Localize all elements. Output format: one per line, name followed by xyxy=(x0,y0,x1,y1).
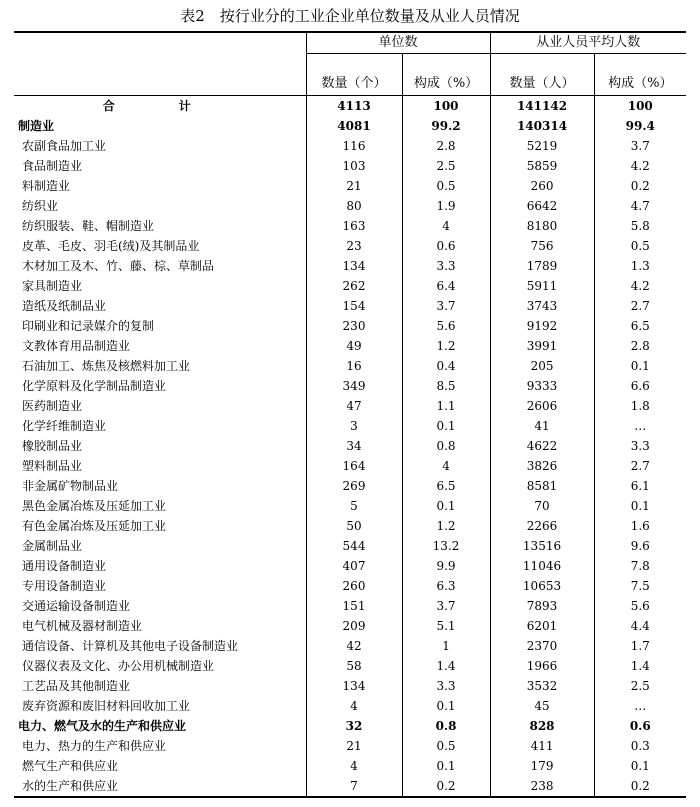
unit-share-cell: 3.3 xyxy=(402,676,490,696)
employee-share-cell: 1.8 xyxy=(594,396,686,416)
industry-name xyxy=(14,636,306,656)
table-row xyxy=(14,456,686,476)
employee-share-cell: 5.6 xyxy=(594,596,686,616)
industry-name xyxy=(14,496,306,516)
industry-name xyxy=(14,676,306,696)
unit-count-cell: 21 xyxy=(306,736,402,756)
unit-share-cell: 0.8 xyxy=(402,436,490,456)
employee-share-cell: 0.2 xyxy=(594,176,686,196)
unit-count-cell: 4 xyxy=(306,756,402,776)
employee-share-cell: 3.7 xyxy=(594,136,686,156)
employee-count-cell: 141142 xyxy=(490,96,594,117)
unit-share-cell: 8.5 xyxy=(402,376,490,396)
unit-count-cell: 544 xyxy=(306,536,402,556)
unit-count-cell: 154 xyxy=(306,296,402,316)
unit-count-cell: 47 xyxy=(306,396,402,416)
industry-name xyxy=(14,416,306,436)
table-row xyxy=(14,176,686,196)
employee-count-cell: 6201 xyxy=(490,616,594,636)
unit-count-cell: 230 xyxy=(306,316,402,336)
employee-count-cell: 8581 xyxy=(490,476,594,496)
unit-share-cell: 0.1 xyxy=(402,696,490,716)
employee-share-cell: … xyxy=(594,416,686,436)
industry-name-text: 有色金属冶炼及压延加工业 xyxy=(22,519,167,533)
unit-count-cell: 134 xyxy=(306,676,402,696)
table-row xyxy=(14,336,686,356)
table-row xyxy=(14,516,686,536)
unit-share-cell: 3.3 xyxy=(402,256,490,276)
unit-count-cell: 407 xyxy=(306,556,402,576)
unit-count-cell: 151 xyxy=(306,596,402,616)
industry-name-text: 水的生产和供应业 xyxy=(22,779,119,793)
industry-name xyxy=(14,296,306,316)
unit-share-cell: 3.7 xyxy=(402,296,490,316)
industry-name-text: 化学纤维制造业 xyxy=(22,419,107,433)
table-row xyxy=(14,376,686,396)
industry-name-text: 通信设备、计算机及其他电子设备制造业 xyxy=(22,639,239,653)
table-row xyxy=(14,356,686,376)
unit-share-cell: 5.1 xyxy=(402,616,490,636)
employee-count-cell: 1789 xyxy=(490,256,594,276)
industry-name-text: 纺织服装、鞋、帽制造业 xyxy=(22,219,155,233)
employee-share-cell: 0.3 xyxy=(594,736,686,756)
employee-count-cell: 2266 xyxy=(490,516,594,536)
industry-name-text: 废弃资源和废旧材料回收加工业 xyxy=(22,699,191,713)
unit-share-cell: 1.2 xyxy=(402,516,490,536)
table-row xyxy=(14,496,686,516)
industry-name xyxy=(14,356,306,376)
unit-count-cell: 349 xyxy=(306,376,402,396)
industry-name xyxy=(14,316,306,336)
employee-share-cell: 6.5 xyxy=(594,316,686,336)
unit-count-cell: 134 xyxy=(306,256,402,276)
employee-share-cell: 2.7 xyxy=(594,296,686,316)
employee-count-cell: 6642 xyxy=(490,196,594,216)
table-body xyxy=(14,96,686,798)
employee-share-cell: 0.1 xyxy=(594,496,686,516)
unit-share-cell: 99.2 xyxy=(402,116,490,136)
header-blank-sub xyxy=(14,54,306,96)
employee-share-cell: 0.5 xyxy=(594,236,686,256)
industry-name xyxy=(14,176,306,196)
unit-share-cell: 100 xyxy=(402,96,490,117)
employee-count-cell: 5911 xyxy=(490,276,594,296)
employee-share-cell: 2.5 xyxy=(594,676,686,696)
industry-name xyxy=(14,376,306,396)
employee-share-cell: 4.4 xyxy=(594,616,686,636)
unit-count-cell: 50 xyxy=(306,516,402,536)
unit-count-cell: 5 xyxy=(306,496,402,516)
unit-count-cell: 4113 xyxy=(306,96,402,117)
employee-share-cell: 4.2 xyxy=(594,276,686,296)
header-group-row xyxy=(14,32,686,54)
unit-share-cell: 1.2 xyxy=(402,336,490,356)
employee-share-cell: 4.2 xyxy=(594,156,686,176)
employee-count-cell: 10653 xyxy=(490,576,594,596)
industry-name-text: 造纸及纸制品业 xyxy=(22,299,107,313)
table-row xyxy=(14,316,686,336)
industry-name-text: 文教体育用品制造业 xyxy=(22,339,131,353)
unit-count-cell: 269 xyxy=(306,476,402,496)
industry-name xyxy=(14,596,306,616)
unit-share-cell: 2.8 xyxy=(402,136,490,156)
table-row xyxy=(14,636,686,656)
industry-name-text: 合 计 xyxy=(102,99,217,113)
industry-name-text: 电力、热力的生产和供应业 xyxy=(22,739,167,753)
unit-count-cell: 163 xyxy=(306,216,402,236)
unit-share-cell: 1.9 xyxy=(402,196,490,216)
table-row xyxy=(14,676,686,696)
employee-share-cell: 2.8 xyxy=(594,336,686,356)
employee-share-cell: 4.7 xyxy=(594,196,686,216)
header-group-employees: 从业人员平均人数 xyxy=(490,32,686,54)
employee-count-cell: 5219 xyxy=(490,136,594,156)
industry-name xyxy=(14,476,306,496)
unit-share-cell: 4 xyxy=(402,456,490,476)
industry-table xyxy=(14,31,686,798)
unit-share-cell: 13.2 xyxy=(402,536,490,556)
industry-name xyxy=(14,256,306,276)
employee-share-cell: 7.8 xyxy=(594,556,686,576)
industry-name xyxy=(14,436,306,456)
unit-count-cell: 34 xyxy=(306,436,402,456)
industry-name xyxy=(14,536,306,556)
employee-count-cell: 5859 xyxy=(490,156,594,176)
employee-count-cell: 45 xyxy=(490,696,594,716)
unit-count-cell: 260 xyxy=(306,576,402,596)
unit-share-cell: 6.3 xyxy=(402,576,490,596)
table-row xyxy=(14,656,686,676)
table-row xyxy=(14,236,686,256)
unit-share-cell: 3.7 xyxy=(402,596,490,616)
table-title: 表2 按行业分的工业企业单位数量及从业人员情况 xyxy=(180,7,520,25)
unit-count-cell: 32 xyxy=(306,716,402,736)
employee-count-cell: 7893 xyxy=(490,596,594,616)
table-row xyxy=(14,596,686,616)
industry-name-text: 工艺品及其他制造业 xyxy=(22,679,131,693)
industry-name-text: 非金属矿物制品业 xyxy=(22,479,119,493)
table-row xyxy=(14,256,686,276)
unit-share-cell: 0.4 xyxy=(402,356,490,376)
industry-name-text: 化学原料及化学制品制造业 xyxy=(22,379,167,393)
unit-share-cell: 6.5 xyxy=(402,476,490,496)
table-row xyxy=(14,216,686,236)
table-row xyxy=(14,736,686,756)
industry-name xyxy=(14,696,306,716)
industry-name-text: 电气机械及器材制造业 xyxy=(22,619,143,633)
industry-name-text: 塑料制品业 xyxy=(22,459,83,473)
unit-count-cell: 23 xyxy=(306,236,402,256)
industry-name-text: 制造业 xyxy=(18,119,55,133)
industry-name xyxy=(14,336,306,356)
employee-count-cell: 4622 xyxy=(490,436,594,456)
employee-share-cell: 1.6 xyxy=(594,516,686,536)
industry-name-text: 料制造业 xyxy=(22,179,71,193)
unit-share-cell: 0.2 xyxy=(402,776,490,797)
industry-name-text: 食品制造业 xyxy=(22,159,83,173)
header-group-units: 单位数 xyxy=(306,32,490,54)
unit-share-cell: 0.1 xyxy=(402,416,490,436)
industry-name xyxy=(14,96,306,117)
unit-share-cell: 9.9 xyxy=(402,556,490,576)
industry-name xyxy=(14,216,306,236)
employee-share-cell: 100 xyxy=(594,96,686,117)
employee-share-cell: 7.5 xyxy=(594,576,686,596)
unit-count-cell: 80 xyxy=(306,196,402,216)
industry-name-text: 交通运输设备制造业 xyxy=(22,599,131,613)
header-unit-count: 数量（个） xyxy=(306,54,402,96)
employee-count-cell: 8180 xyxy=(490,216,594,236)
unit-count-cell: 262 xyxy=(306,276,402,296)
table-row xyxy=(14,416,686,436)
industry-name-text: 燃气生产和供应业 xyxy=(22,759,119,773)
industry-name xyxy=(14,276,306,296)
table-row xyxy=(14,536,686,556)
employee-share-cell: 0.1 xyxy=(594,756,686,776)
unit-share-cell: 2.5 xyxy=(402,156,490,176)
employee-share-cell: 1.3 xyxy=(594,256,686,276)
unit-count-cell: 21 xyxy=(306,176,402,196)
industry-name xyxy=(14,136,306,156)
industry-name xyxy=(14,456,306,476)
header-employee-share: 构成（%） xyxy=(594,54,686,96)
table-row xyxy=(14,616,686,636)
industry-name xyxy=(14,396,306,416)
industry-name-text: 电力、燃气及水的生产和供应业 xyxy=(18,719,187,733)
employee-share-cell: … xyxy=(594,696,686,716)
industry-name-text: 家具制造业 xyxy=(22,279,83,293)
unit-count-cell: 16 xyxy=(306,356,402,376)
unit-count-cell: 58 xyxy=(306,656,402,676)
table-row xyxy=(14,716,686,736)
unit-count-cell: 4 xyxy=(306,696,402,716)
industry-name-text: 专用设备制造业 xyxy=(22,579,107,593)
employee-count-cell: 828 xyxy=(490,716,594,736)
table-row xyxy=(14,476,686,496)
table-header xyxy=(14,32,686,96)
unit-count-cell: 103 xyxy=(306,156,402,176)
unit-share-cell: 0.6 xyxy=(402,236,490,256)
employee-count-cell: 1966 xyxy=(490,656,594,676)
unit-share-cell: 0.5 xyxy=(402,736,490,756)
employee-share-cell: 0.2 xyxy=(594,776,686,797)
industry-name-text: 印刷业和记录媒介的复制 xyxy=(22,319,155,333)
unit-share-cell: 0.1 xyxy=(402,756,490,776)
employee-share-cell: 9.6 xyxy=(594,536,686,556)
employee-count-cell: 2370 xyxy=(490,636,594,656)
industry-name-text: 金属制品业 xyxy=(22,539,83,553)
employee-count-cell: 3743 xyxy=(490,296,594,316)
unit-share-cell: 0.5 xyxy=(402,176,490,196)
header-column-row xyxy=(14,54,686,96)
industry-name xyxy=(14,736,306,756)
employee-share-cell: 99.4 xyxy=(594,116,686,136)
employee-count-cell: 3826 xyxy=(490,456,594,476)
unit-count-cell: 7 xyxy=(306,776,402,797)
unit-count-cell: 209 xyxy=(306,616,402,636)
unit-share-cell: 1.1 xyxy=(402,396,490,416)
industry-name-text: 橡胶制品业 xyxy=(22,439,83,453)
industry-name xyxy=(14,576,306,596)
header-unit-share: 构成（%） xyxy=(402,54,490,96)
unit-count-cell: 4081 xyxy=(306,116,402,136)
table-row xyxy=(14,436,686,456)
unit-share-cell: 4 xyxy=(402,216,490,236)
industry-name xyxy=(14,656,306,676)
industry-name-text: 黑色金属冶炼及压延加工业 xyxy=(22,499,167,513)
employee-share-cell: 2.7 xyxy=(594,456,686,476)
industry-name-text: 皮革、毛皮、羽毛(绒)及其制品业 xyxy=(22,239,200,253)
employee-count-cell: 179 xyxy=(490,756,594,776)
employee-share-cell: 1.4 xyxy=(594,656,686,676)
industry-name-text: 仪器仪表及文化、办公用机械制造业 xyxy=(22,659,215,673)
unit-count-cell: 42 xyxy=(306,636,402,656)
table-row xyxy=(14,196,686,216)
unit-share-cell: 6.4 xyxy=(402,276,490,296)
employee-count-cell: 3991 xyxy=(490,336,594,356)
industry-name-text: 通用设备制造业 xyxy=(22,559,107,573)
industry-name-text: 农副食品加工业 xyxy=(22,139,107,153)
employee-count-cell: 140314 xyxy=(490,116,594,136)
employee-count-cell: 2606 xyxy=(490,396,594,416)
employee-share-cell: 0.1 xyxy=(594,356,686,376)
employee-count-cell: 205 xyxy=(490,356,594,376)
table-row xyxy=(14,556,686,576)
table-row xyxy=(14,156,686,176)
table-row xyxy=(14,756,686,776)
header-employee-count: 数量（人） xyxy=(490,54,594,96)
employee-count-cell: 13516 xyxy=(490,536,594,556)
employee-count-cell: 411 xyxy=(490,736,594,756)
industry-name xyxy=(14,116,306,136)
table-row xyxy=(14,96,686,117)
header-blank xyxy=(14,32,306,54)
employee-count-cell: 9333 xyxy=(490,376,594,396)
employee-count-cell: 9192 xyxy=(490,316,594,336)
table-row xyxy=(14,276,686,296)
industry-name xyxy=(14,236,306,256)
employee-share-cell: 5.8 xyxy=(594,216,686,236)
industry-name xyxy=(14,196,306,216)
table-row xyxy=(14,576,686,596)
employee-share-cell: 1.7 xyxy=(594,636,686,656)
unit-share-cell: 1.4 xyxy=(402,656,490,676)
employee-count-cell: 11046 xyxy=(490,556,594,576)
employee-share-cell: 3.3 xyxy=(594,436,686,456)
industry-name-text: 石油加工、炼焦及核燃料加工业 xyxy=(22,359,191,373)
industry-name xyxy=(14,716,306,736)
industry-name-text: 医药制造业 xyxy=(22,399,83,413)
employee-count-cell: 41 xyxy=(490,416,594,436)
industry-name xyxy=(14,156,306,176)
table-row xyxy=(14,696,686,716)
industry-name xyxy=(14,556,306,576)
unit-count-cell: 164 xyxy=(306,456,402,476)
table-row xyxy=(14,136,686,156)
industry-name xyxy=(14,516,306,536)
unit-share-cell: 1 xyxy=(402,636,490,656)
employee-count-cell: 70 xyxy=(490,496,594,516)
industry-name xyxy=(14,756,306,776)
employee-count-cell: 756 xyxy=(490,236,594,256)
unit-share-cell: 0.1 xyxy=(402,496,490,516)
industry-name-text: 纺织业 xyxy=(22,199,59,213)
industry-name-text: 木材加工及木、竹、藤、棕、草制品 xyxy=(22,259,215,273)
unit-share-cell: 0.8 xyxy=(402,716,490,736)
table-row xyxy=(14,776,686,797)
table-row xyxy=(14,296,686,316)
unit-share-cell: 5.6 xyxy=(402,316,490,336)
unit-count-cell: 49 xyxy=(306,336,402,356)
table-row xyxy=(14,116,686,136)
industry-name xyxy=(14,776,306,797)
employee-share-cell: 6.6 xyxy=(594,376,686,396)
employee-count-cell: 238 xyxy=(490,776,594,797)
table-row xyxy=(14,396,686,416)
employee-count-cell: 3532 xyxy=(490,676,594,696)
industry-name xyxy=(14,616,306,636)
unit-count-cell: 116 xyxy=(306,136,402,156)
employee-share-cell: 6.1 xyxy=(594,476,686,496)
unit-count-cell: 3 xyxy=(306,416,402,436)
employee-share-cell: 0.6 xyxy=(594,716,686,736)
employee-count-cell: 260 xyxy=(490,176,594,196)
